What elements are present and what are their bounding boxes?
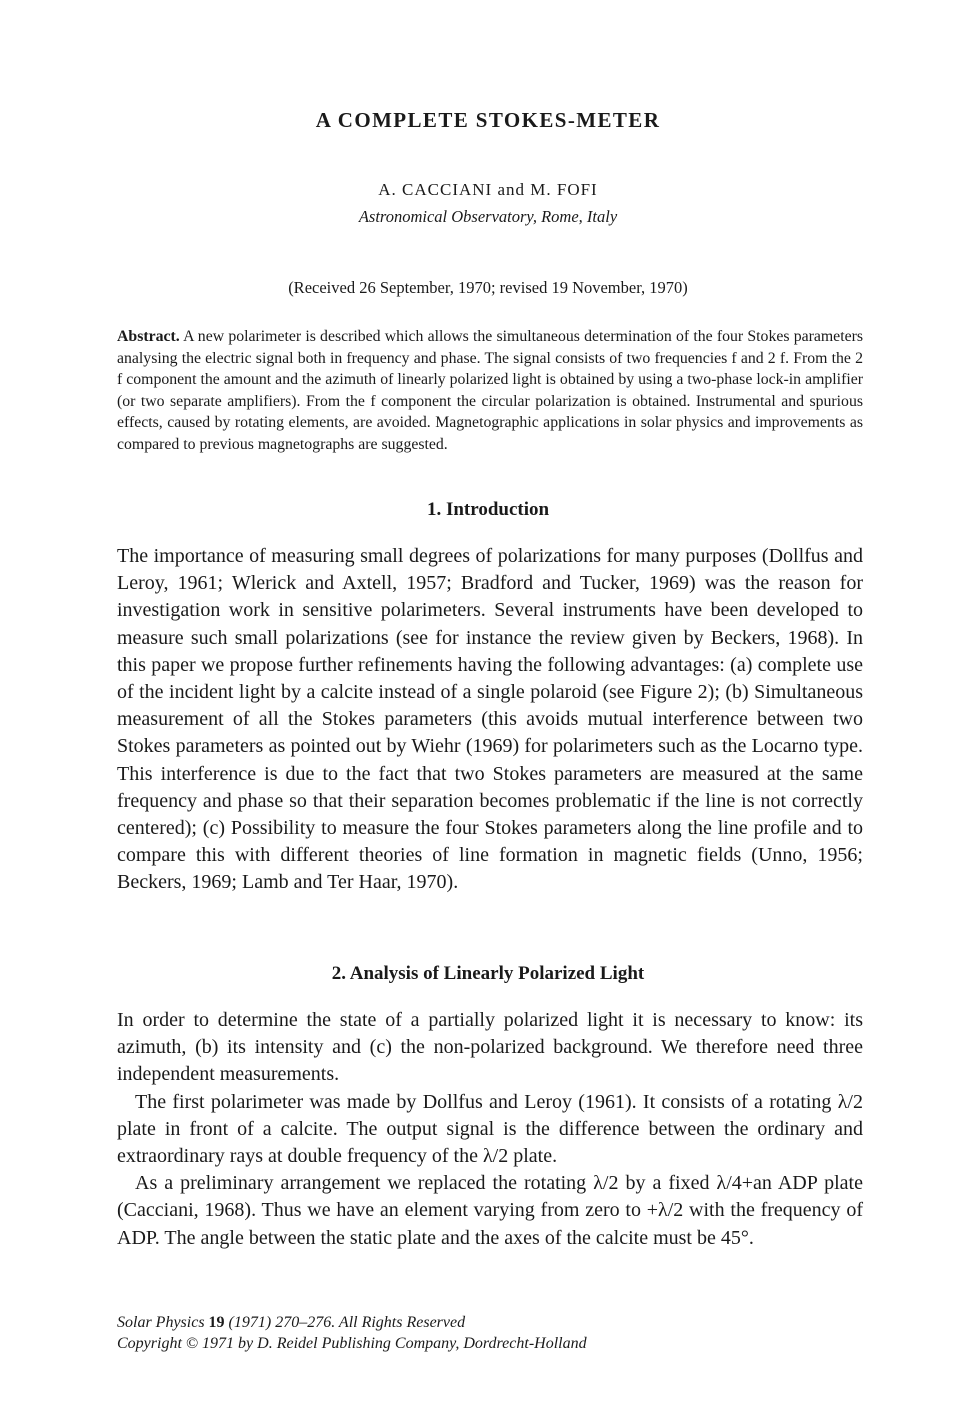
introduction-paragraph: The importance of measuring small degrees of polarizations for many purposes (Dollfus and Leroy, 1961; Wlerick and Axtell, 1957; Bradford and Tucker, 1969) was the reason for investigation work in sensitive polarimeters. Several instruments have been developed to measure such small polarizations (see for instance the review given by Beckers, 1968). In this paper we propose further refinements having the following advantages: (a) complete use of the incident light by a calcite instead of a single polaroid (see Figure 2); (b) Simultaneous measurement of all the Stokes parameters (this avoids mutual interference between two Stokes parameters as pointed out by Wiehr (1969) for polarimeters such as the Locarno type. This interference is due to the fact that two Stokes parameters are measured at the same frequency and phase so that their separation becomes problematic if the line is not correctly centered); (c) Possibility to measure the four Stokes parameters along the line profile and to compare this with different theories of line formation in magnetic fields (Unno, 1956; Beckers, 1969; Lamb and Ter Haar, 1970).: [117, 545, 863, 894]
authors: A. CACCIANI and M. FOFI: [378, 180, 598, 199]
section2-body: [117, 1007, 863, 1252]
abstract-text: A new polarimeter is described which allows the simultaneous determination of the four Stokes parameters analysing the electric signal both in frequency and phase. The signal consists of two frequencies f and 2 f. From the 2 f component the amount and the azimuth of linearly polarized light is obtained by using a two-phase lock-in amplifier (or two separate amplifiers). From the f component the circular polarization is obtained. Instrumental and spurious effects, caused by rotating elements, are avoided. Magnetographic applications in solar physics and improvements as compared to previous magnetographs are suggested.: [117, 328, 863, 453]
section-heading-introduction: 1. Introduction: [426, 499, 550, 520]
paper-title: A COMPLETE STOKES-METER: [315, 108, 661, 132]
journal-pages: (1971) 270–276. All Rights Reserved: [228, 1314, 466, 1331]
journal-name: Solar Physics: [117, 1314, 205, 1331]
received-dates: (Received 26 September, 1970; revised 19 November, 1970): [288, 278, 688, 297]
section2-paragraph: As a preliminary arrangement we replaced the rotating λ/2 by a fixed λ/4+an ADP plate (Cacciani, 1968). Thus we have an element varying from zero to +λ/2 with the frequency of ADP. The angle between the static plate and the axes of the calcite must be 45°.: [117, 1172, 863, 1249]
section2-paragraph: The first polarimeter was made by Dollfus and Leroy (1961). It consists of a rotating λ/2 plate in front of a calcite. The output signal is the difference between the ordinary and extraordinary rays at double frequency of the λ/2 plate.: [117, 1090, 863, 1168]
affiliation: Astronomical Observatory, Rome, Italy: [358, 207, 618, 226]
page-footer: [117, 1312, 863, 1354]
journal-volume: 19: [208, 1314, 225, 1331]
section2-paragraph: In order to determine the state of a partially polarized light it is necessary to know: its azimuth, (b) its intensity and (c) the non-polarized background. We therefore need three independent measurements.: [117, 1009, 863, 1086]
abstract-label: Abstract.: [117, 328, 180, 345]
section-heading-linear-polarization: 2. Analysis of Linearly Polarized Light: [331, 963, 645, 984]
abstract: [117, 326, 863, 455]
copyright-line: Copyright © 1971 by D. Reidel Publishing Company, Dordrecht-Holland: [117, 1335, 587, 1352]
journal-citation: [117, 1312, 863, 1333]
